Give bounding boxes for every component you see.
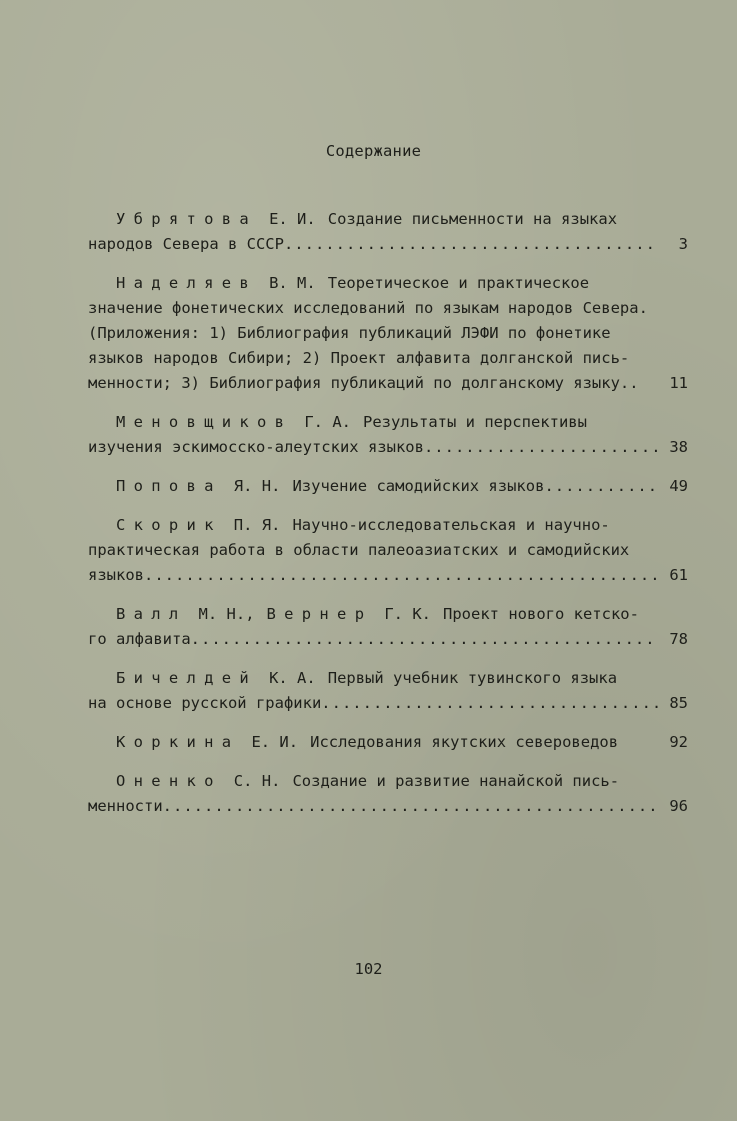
author-initials: Г. А. [304,413,351,431]
entry-title: Теоретическое и практическое [327,274,590,292]
toc-entry [88,730,688,755]
table-of-contents [88,207,688,833]
entry-title: Научно-исследовательская и научно- [292,516,610,534]
author-name: Наделяев [116,274,258,292]
author-initials: К. А. [269,669,316,687]
page-ref: 85 [669,694,688,712]
dot-leader [424,435,658,460]
dot-leader [163,794,658,819]
page-ref: 61 [669,566,688,584]
author-initials: Е. И. [251,733,299,751]
author-initials: Г. К. [384,605,431,623]
toc-line [88,538,688,563]
toc-line [88,563,688,588]
author-name: Попова [116,477,222,495]
author-name: Валл [116,605,187,623]
toc-line [88,769,688,794]
toc-line [88,794,688,819]
entry-title: практическая работа в области палеоазиатских и самодийских [88,541,630,559]
entry-title: языков [88,566,144,584]
dot-leader [144,563,658,588]
entry-title: Создание и развитие нанайской пись- [292,772,620,790]
toc-line [88,435,688,460]
author-initials: С. Н. [233,772,281,790]
entry-title: языков народов Сибири; 2) Проект алфавита долганской пись- [88,349,630,367]
entry-title: на основе русской графики [88,694,322,712]
toc-line [88,513,688,538]
page-number: 102 [354,960,383,978]
author-name: Бичелдей [116,669,258,687]
toc-line [88,730,688,755]
toc-line [88,296,688,321]
page-ref: 3 [678,235,688,253]
toc-line [88,627,688,652]
dot-leader [321,691,658,716]
entry-title: Исследования якутских североведов [310,733,619,751]
dot-leader [284,232,658,257]
entry-title: изучения эскимосско-алеутских языков [88,438,424,456]
page-ref: 92 [669,733,688,751]
toc-entry [88,207,688,257]
toc-entry [88,666,688,716]
toc-line [88,410,688,435]
author-name: Меновщиков [116,413,293,431]
toc-line [88,691,688,716]
page-ref: 96 [669,797,688,815]
entry-title: Создание письменности на языках [327,210,618,228]
toc-line [88,371,688,396]
toc-entry [88,602,688,652]
author-name: Вернер [266,605,373,623]
author-initials: П. Я. [233,516,281,534]
toc-line [88,207,688,232]
page-ref: 11 [669,374,688,392]
author-name: Скорик [116,516,222,534]
toc-entry [88,410,688,460]
toc-entry [88,271,688,396]
toc-entry [88,769,688,819]
toc-entry [88,474,688,499]
toc-line [88,321,688,346]
author-initials: Е. И. [269,210,316,228]
entry-title: (Приложения: 1) Библиография публикаций ЛЭФИ по фонетике [88,324,611,342]
entry-title: значение фонетических исследований по языкам народов Севера. [88,299,648,317]
entry-title: Изучение самодийских языков [292,477,545,495]
dot-leader [544,474,658,499]
toc-line [88,232,688,257]
dot-leader [191,627,658,652]
author-initials: Я. Н. [233,477,281,495]
entry-title: Проект нового кетско- [443,605,639,623]
entry-title: Первый учебник тувинского языка [327,669,618,687]
entry-title: го алфавита [88,630,191,648]
toc-line [88,474,688,499]
page-ref: 38 [669,438,688,456]
toc-entry [88,513,688,588]
toc-line [88,602,688,627]
entry-title: менности [88,797,163,815]
page-title: Содержание [325,142,422,160]
entry-title: народов Севера в СССР [88,235,284,253]
toc-line [88,666,688,691]
author-initials: М. Н., [198,605,255,623]
entry-title: Результаты и перспективы [363,413,587,431]
author-name: Оненко [116,772,222,790]
toc-line [88,346,688,371]
author-name: Коркина [116,733,240,751]
author-name: Убрятова [116,210,258,228]
page-ref: 49 [669,477,688,495]
page-ref: 78 [669,630,688,648]
author-initials: В. М. [269,274,316,292]
entry-title: менности; 3) Библиография публикаций по долганскому языку.. [88,374,639,392]
toc-line [88,271,688,296]
